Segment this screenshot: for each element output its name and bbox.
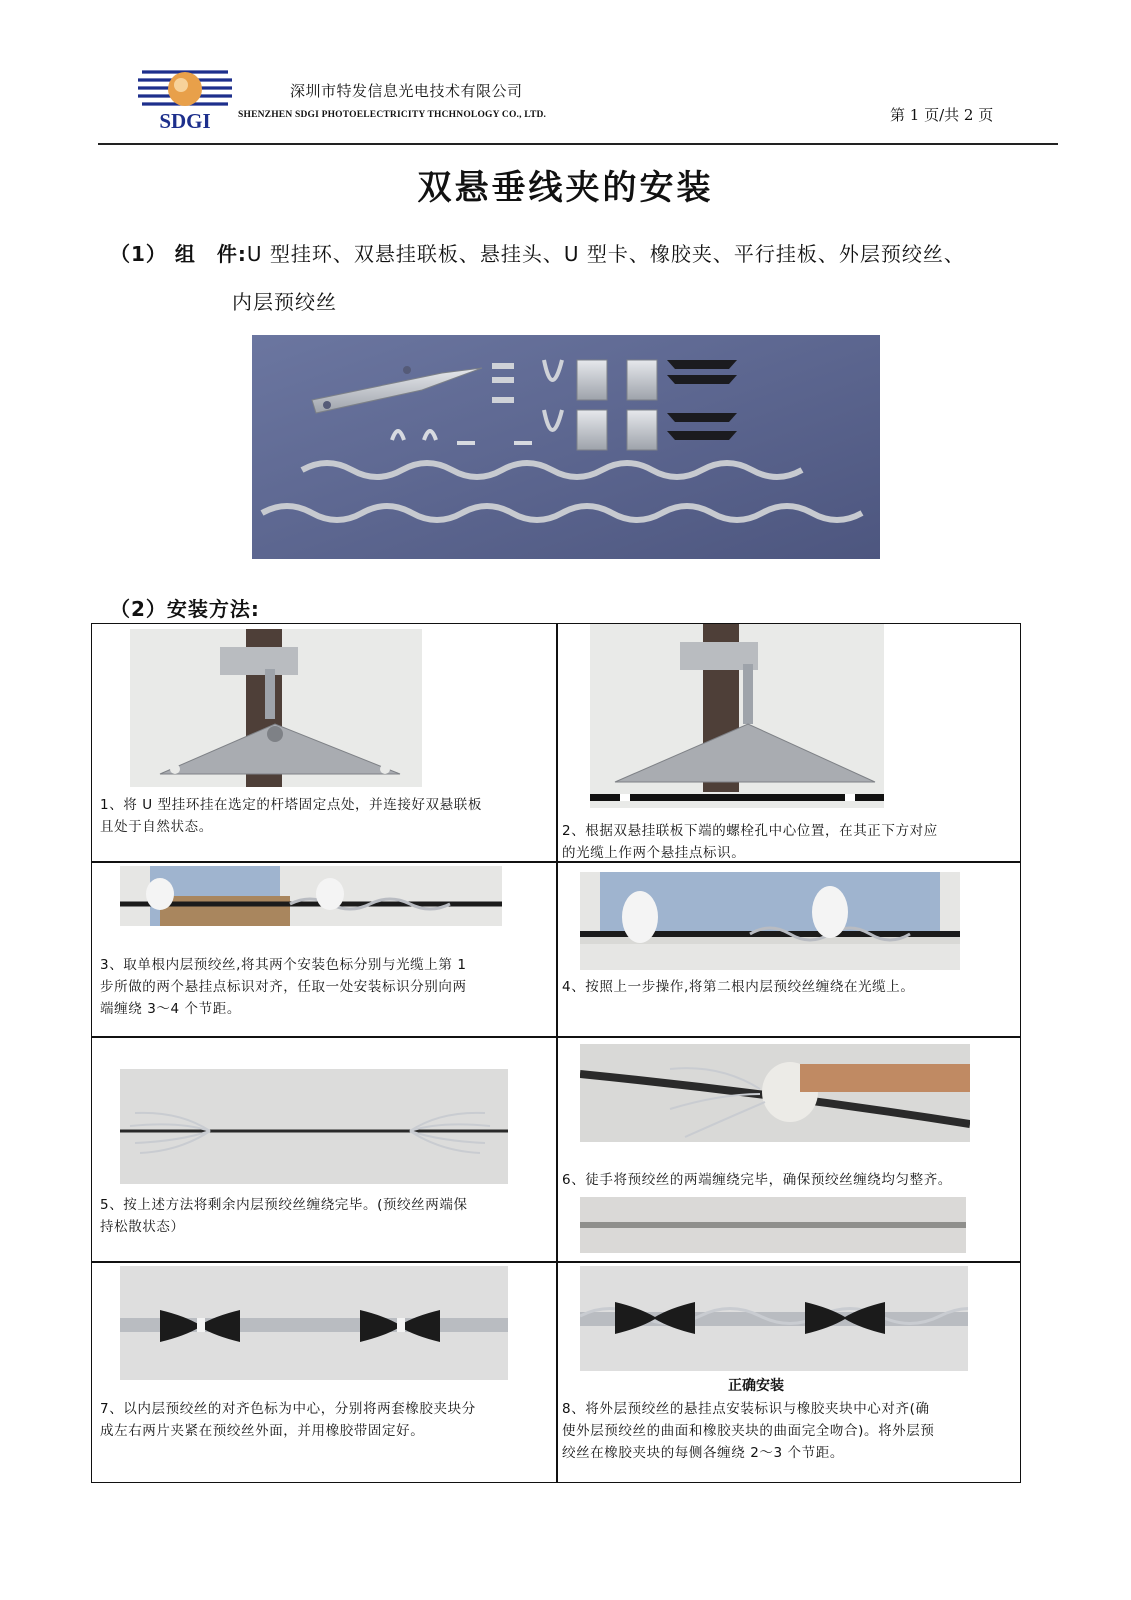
step1-caption-line2: 且处于自然状态。 — [100, 819, 213, 835]
column-divider — [556, 624, 558, 1482]
document-title: 双悬垂线夹的安装 — [417, 168, 714, 208]
row-divider — [92, 1261, 1020, 1263]
step4-photo — [580, 872, 960, 970]
components-label: （1） 组 件: — [110, 242, 247, 266]
components-list-cont: 内层预绞丝 — [232, 290, 337, 314]
row-divider — [92, 1036, 1020, 1038]
steps-table — [91, 623, 1021, 1483]
components-photo — [252, 335, 880, 559]
step8-subcaption: 正确安装 — [728, 1378, 784, 1394]
step3-caption-line1: 3、取单根内层预绞丝,将其两个安装色标分别与光缆上第 1 — [100, 957, 467, 973]
components-list: U 型挂环、双悬挂联板、悬挂头、U 型卡、橡胶夹、平行挂板、外层预绞丝、 — [246, 242, 965, 266]
step8-photo — [580, 1266, 968, 1371]
step8-caption-line1: 8、将外层预绞丝的悬挂点安装标识与橡胶夹块中心对齐(确 — [562, 1401, 930, 1417]
company-logo — [138, 64, 232, 134]
step6-caption-line1: 6、徒手将预绞丝的两端缠绕完毕，确保预绞丝缠绕均匀整齐。 — [562, 1172, 952, 1188]
company-name-en: SHENZHEN SDGI PHOTOELECTRICITY THCHNOLOGY CO., LTD. — [238, 110, 547, 120]
step6-photo-a — [580, 1044, 970, 1142]
company-name-cn: 深圳市特发信息光电技术有限公司 — [290, 82, 523, 100]
step7-caption-line2: 成左右两片夹紧在预绞丝外面，并用橡胶带固定好。 — [100, 1423, 425, 1439]
components-line — [110, 238, 965, 267]
step1-caption-line1: 1、将 U 型挂环挂在选定的杆塔固定点处，并连接好双悬联板 — [100, 797, 482, 813]
step3-photo — [120, 866, 502, 926]
step5-caption-line2: 持松散状态） — [100, 1219, 185, 1235]
step2-caption-line2: 的光缆上作两个悬挂点标识。 — [562, 845, 746, 861]
step2-caption-line1: 2、根据双悬挂联板下端的螺栓孔中心位置，在其正下方对应 — [562, 823, 938, 839]
logo-text: SDGI — [159, 109, 211, 133]
step8-caption-line3: 绞丝在橡胶夹块的每侧各缠绕 2～3 个节距。 — [562, 1445, 844, 1461]
step8-caption-line2: 使外层预绞丝的曲面和橡胶夹块的曲面完全吻合)。将外层预 — [562, 1423, 935, 1439]
step5-caption-line1: 5、按上述方法将剩余内层预绞丝缠绕完毕。(预绞丝两端保 — [100, 1197, 468, 1213]
step6-photo-b — [580, 1197, 966, 1253]
header-divider — [98, 143, 1058, 145]
step7-caption-line1: 7、以内层预绞丝的对齐色标为中心，分别将两套橡胶夹块分 — [100, 1401, 476, 1417]
step1-photo — [130, 629, 422, 787]
step3-caption-line3: 端缠绕 3～4 个节距。 — [100, 1001, 241, 1017]
step2-photo — [590, 624, 884, 808]
install-method-heading: （2）安装方法: — [110, 597, 260, 621]
step7-photo — [120, 1266, 508, 1380]
row-divider — [92, 861, 1020, 863]
step4-caption-line1: 4、按照上一步操作,将第二根内层预绞丝缠绕在光缆上。 — [562, 979, 915, 995]
page-indicator: 第 1 页/共 2 页 — [890, 106, 994, 124]
step5-photo — [120, 1069, 508, 1184]
step3-caption-line2: 步所做的两个悬挂点标识对齐，任取一处安装标识分别向两 — [100, 979, 467, 995]
